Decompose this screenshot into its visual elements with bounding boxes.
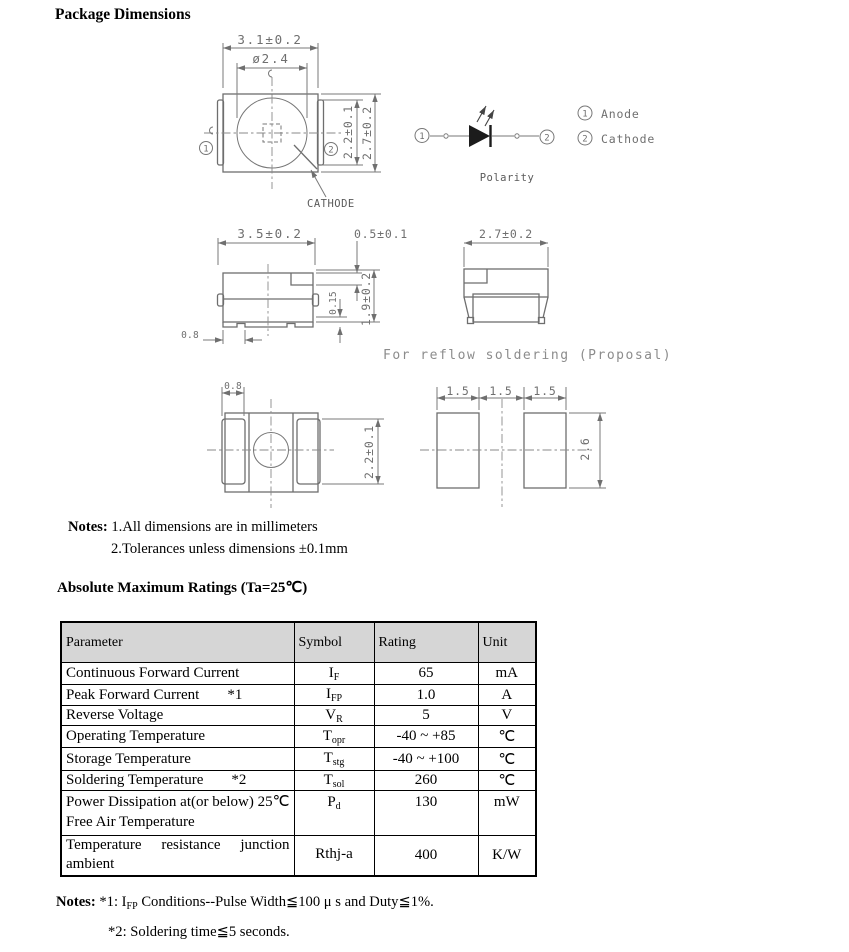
dim-land-height: 2.6: [578, 437, 592, 461]
ratings-note-line2: *2: Soldering time≦5 seconds.: [108, 924, 290, 940]
cell-unit: ℃: [478, 726, 536, 748]
cell-unit: mW: [478, 791, 536, 836]
lead-notch: [464, 269, 487, 283]
ratings-note-line1: Notes: *1: $I_{FP}$ Conditions--Pulse Width≦100 μ s and Duty≦1%.: [56, 894, 434, 912]
cell-unit: V: [478, 706, 536, 726]
terminal-dot: [515, 134, 519, 138]
dim-foot-width: 0.8: [181, 330, 199, 341]
dim-front-height: 1.9±0.2: [359, 271, 373, 327]
cell-parameter: Soldering Temperature *2: [61, 771, 294, 791]
cell-symbol: $T_{stg}$: [294, 748, 374, 771]
cell-rating: -40 ~ +85: [374, 726, 478, 748]
col-symbol: Symbol: [294, 622, 374, 663]
table-row: [61, 791, 536, 836]
table-row: [61, 726, 536, 748]
cell-parameter: Continuous Forward Current: [61, 663, 294, 685]
land-pad-left: [437, 413, 479, 488]
notes-label: Notes:: [68, 519, 108, 535]
cell-unit: K/W: [478, 836, 536, 876]
cell-parameter: Operating Temperature: [61, 726, 294, 748]
dim-lens-diameter: ø2.4: [252, 51, 290, 66]
legend-pin2: 2: [582, 134, 588, 145]
cell-rating: 260: [374, 771, 478, 791]
cell-symbol: $T_{opr}$: [294, 726, 374, 748]
dim-front-width: 3.5±0.2: [237, 226, 303, 241]
cell-rating: 5: [374, 706, 478, 726]
col-parameter: Parameter: [61, 622, 294, 663]
cell-rating: 130: [374, 791, 478, 836]
bottom-view: [207, 381, 384, 508]
dim-side-width: 2.7±0.2: [478, 227, 534, 241]
dim-body-height: 2.7±0.2: [360, 105, 374, 161]
centerline-mark: [269, 70, 273, 77]
polarity-diagram: [415, 106, 655, 184]
table-row: [61, 706, 536, 726]
front-body: [223, 273, 313, 322]
skirt-right: [543, 297, 548, 318]
ratings-table: [60, 621, 537, 877]
pin1-number: 1: [203, 144, 209, 155]
dim-standoff: 0.15: [328, 291, 339, 315]
note-marker: *2: [231, 772, 247, 788]
top-view: [200, 32, 382, 210]
lens-barrel: [473, 294, 539, 322]
cell-rating: 400: [374, 836, 478, 876]
ratings-title: Absolute Maximum Ratings (Ta=25℃): [57, 580, 308, 596]
diode-triangle: [469, 125, 490, 147]
polarity-label: Polarity: [479, 172, 535, 184]
cell-symbol: $T_{sol}$: [294, 771, 374, 791]
cell-parameter: Storage Temperature: [61, 748, 294, 771]
table-row: [61, 748, 536, 771]
dim-bottom-pad-height: 2.2±0.1: [362, 424, 376, 480]
cell-symbol: $I_F$: [294, 663, 374, 685]
dim-body-width: 3.1±0.2: [237, 32, 303, 47]
cell-rating: -40 ~ +100: [374, 748, 478, 771]
table-row: [61, 685, 536, 706]
lead-notch: [291, 273, 313, 285]
light-arrow: [477, 106, 486, 122]
light-arrow: [485, 110, 494, 126]
reflow-caption: For reflow soldering (Proposal): [383, 348, 673, 363]
dim-lead-thickness: 0.5±0.1: [353, 227, 409, 241]
pin2-number: 2: [328, 145, 334, 156]
cell-symbol: Rthj-a: [294, 836, 374, 876]
col-rating: Rating: [374, 622, 478, 663]
table-row: [61, 663, 536, 685]
cell-parameter: Power Dissipation at(or below) 25℃ Free Air Temperature: [61, 791, 294, 836]
cell-rating: 1.0: [374, 685, 478, 706]
table-row: [61, 771, 536, 791]
land-pattern: [420, 384, 606, 507]
side-view: [464, 227, 548, 324]
dimension-note-line1: Notes: 1.All dimensions are in millimeters: [68, 519, 318, 535]
cell-symbol: $I_{FP}$: [294, 685, 374, 706]
skirt-left: [464, 297, 469, 318]
cell-unit: ℃: [478, 748, 536, 771]
legend-pin1: 1: [582, 109, 588, 120]
table-row: [61, 836, 536, 876]
dim-bottom-pad-width: 0.8: [224, 381, 242, 392]
dim-pad-height: 2.2±0.1: [341, 104, 355, 160]
page-title: Package Dimensions: [55, 6, 191, 23]
cell-parameter: Reverse Voltage: [61, 706, 294, 726]
polarity-pin1: 1: [419, 132, 425, 142]
dim-land-1: 1.5: [446, 384, 470, 398]
header-row: [61, 622, 536, 663]
cell-symbol: $P_d$: [294, 791, 374, 836]
cell-unit: ℃: [478, 771, 536, 791]
cell-parameter: Peak Forward Current *1: [61, 685, 294, 706]
dimension-notes: [68, 516, 348, 560]
note-marker: *1: [227, 686, 243, 703]
cell-rating: 65: [374, 663, 478, 685]
land-pad-right: [524, 413, 566, 488]
dim-land-2: 1.5: [489, 384, 513, 398]
ratings-notes: [56, 891, 434, 943]
legend-anode: Anode: [601, 107, 640, 121]
notes-label: Notes:: [56, 894, 96, 910]
col-unit: Unit: [478, 622, 536, 663]
cell-parameter: Temperature resistance junction ambient: [61, 836, 294, 876]
bottom-pad-right: [297, 419, 320, 484]
legend-cathode: Cathode: [601, 132, 656, 146]
front-view: [181, 226, 408, 344]
cell-unit: mA: [478, 663, 536, 685]
cathode-label: CATHODE: [307, 198, 355, 210]
bottom-body: [225, 413, 318, 492]
dimension-note-line2: 2.Tolerances unless dimensions ±0.1mm: [111, 541, 348, 557]
polarity-pin2: 2: [544, 133, 550, 144]
cell-symbol: $V_R$: [294, 706, 374, 726]
dim-land-3: 1.5: [533, 384, 557, 398]
cell-unit: A: [478, 685, 536, 706]
terminal-dot: [444, 134, 448, 138]
